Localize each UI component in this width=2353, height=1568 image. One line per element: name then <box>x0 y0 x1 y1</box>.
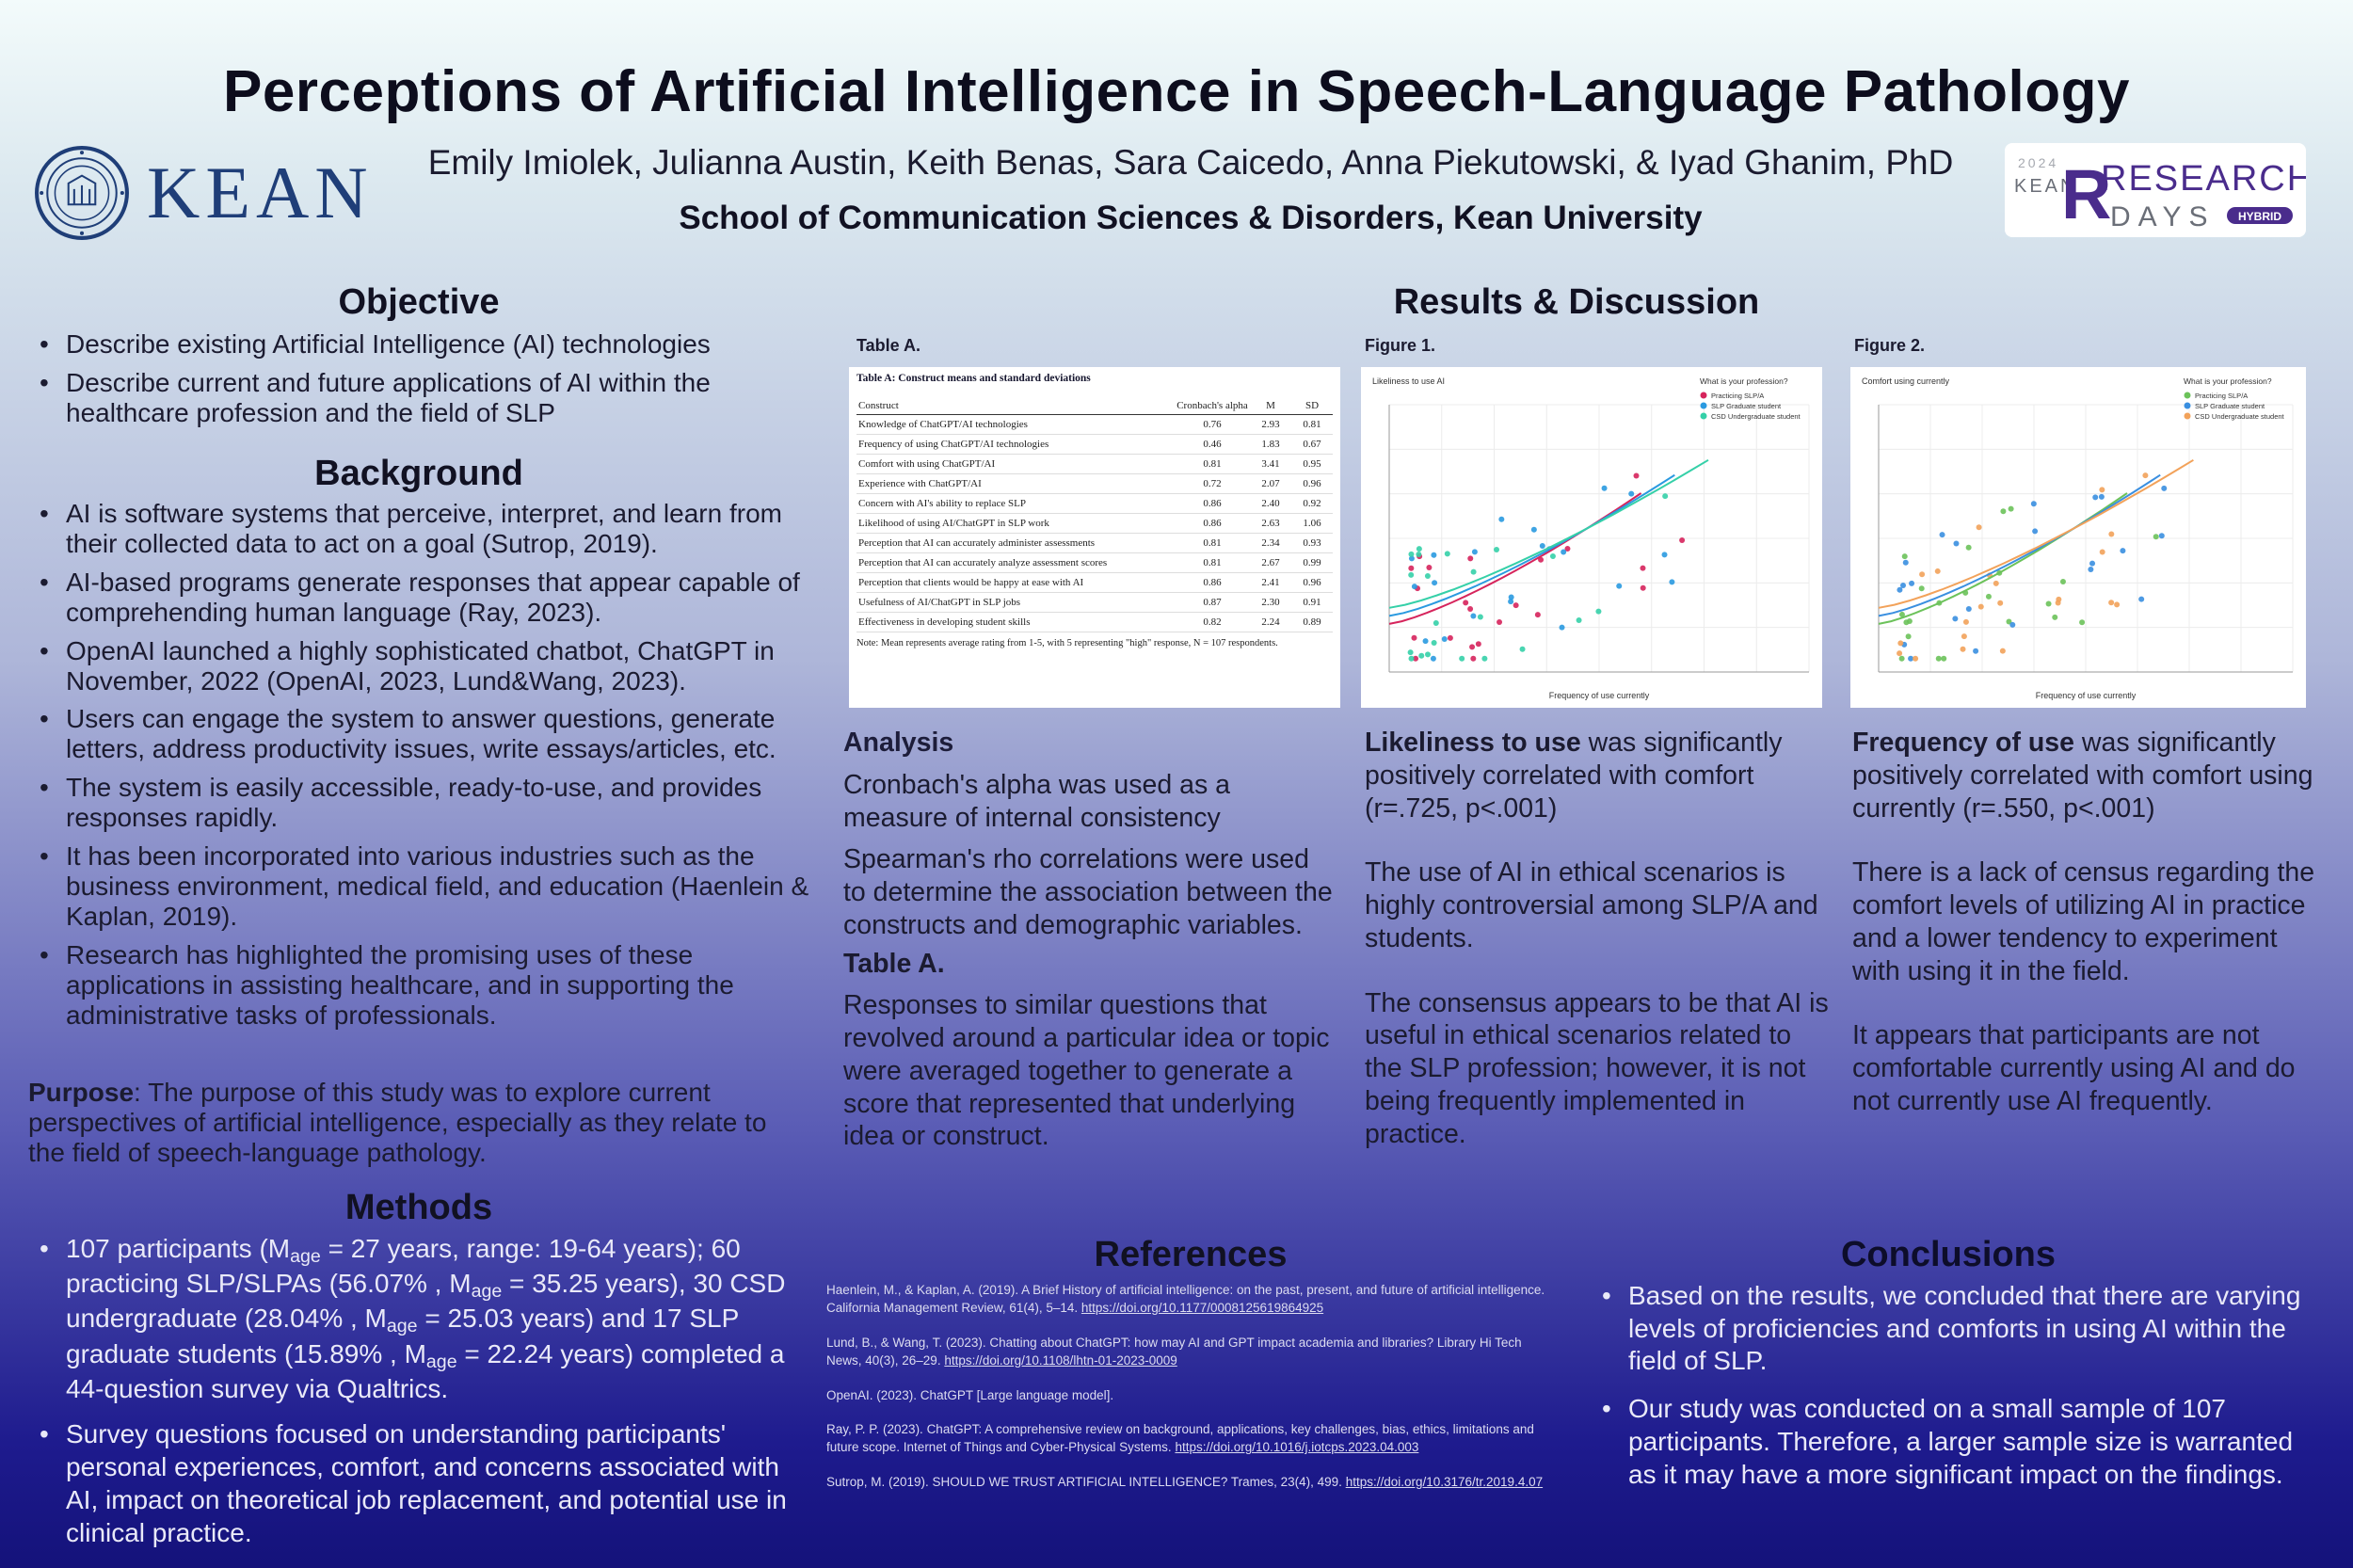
table-cell: 0.81 <box>1175 455 1250 474</box>
legend-entry: SLP Graduate student <box>2195 402 2265 410</box>
research-days-logo <box>2005 143 2306 237</box>
table-cell: Usefulness of AI/ChatGPT in SLP jobs <box>856 593 1175 613</box>
references-list <box>826 1282 1551 1509</box>
data-point <box>1961 633 1967 639</box>
data-point <box>1431 656 1436 662</box>
data-point <box>1433 620 1439 626</box>
data-point <box>1445 551 1450 556</box>
likeliness-bold: Likeliness to use <box>1365 728 1581 758</box>
table-cell: 0.82 <box>1175 613 1250 632</box>
legend-entry: Practicing SLP/A <box>2195 392 2249 400</box>
table-cell: 2.93 <box>1250 415 1291 435</box>
data-point <box>1986 594 1992 600</box>
methods-list <box>28 1233 809 1558</box>
figure-title: Comfort using currently <box>1862 376 1950 386</box>
reference-link[interactable]: https://doi.org/10.3176/tr.2019.4.07 <box>1345 1475 1544 1490</box>
data-point <box>1897 640 1903 646</box>
data-point <box>1417 546 1422 552</box>
data-point <box>2099 487 2105 492</box>
table-cell: 0.95 <box>1291 455 1333 474</box>
data-point <box>1469 644 1475 649</box>
legend-entry: SLP Graduate student <box>1711 402 1782 410</box>
table-header-row <box>856 397 1333 415</box>
data-point <box>1952 616 1958 621</box>
table-cell: 0.89 <box>1291 613 1333 632</box>
analysis-p2: Spearman's rho correlations were used to determine the association between the constructs and demographic variables. <box>843 844 1333 940</box>
frequency-p1: Frequency of use was significantly positively correlated with comfort using currently (r=.550, p<.001) <box>1852 728 2313 824</box>
background-item: • Research has highlighted the promising uses of these applications in assisting healthcare, and in supporting the administrative tasks of professionals. <box>28 940 809 1031</box>
table-row <box>856 573 1333 593</box>
data-point <box>1432 580 1437 585</box>
data-point <box>1940 532 1945 537</box>
data-point <box>1628 491 1634 497</box>
objective-item: • Describe current and future applications of AI within the healthcare profession and the field of SLP <box>28 368 809 428</box>
table-a-caption: Table A: Construct means and standard deviations <box>856 373 1091 384</box>
data-point <box>1472 549 1478 554</box>
legend-entry: CSD Undergraduate student <box>2195 412 2284 421</box>
purpose-text: : The purpose of this study was to explore current perspectives of artificial intelligence, especially as they relate to the field of speech-language pathology. <box>28 1078 767 1167</box>
data-point <box>1409 656 1415 662</box>
data-point <box>2108 531 2114 536</box>
authors: Emily Imiolek, Julianna Austin, Keith Benas, Sara Caicedo, Anna Piekutowski, & Iyad Ghanim, PhD <box>427 143 1954 182</box>
data-point <box>2046 601 2052 607</box>
background-item: • OpenAI launched a highly sophisticated chatbot, ChatGPT in November, 2022 (OpenAI, 2023, Lund&Wang, 2023). <box>28 636 809 696</box>
table-cell: 2.40 <box>1250 494 1291 514</box>
data-point <box>1463 600 1468 605</box>
rd-kean: KEAN <box>2014 176 2077 197</box>
legend-marker <box>2185 392 2191 399</box>
table-cell: 0.67 <box>1291 435 1333 455</box>
data-point <box>1476 641 1481 647</box>
methods-item: • 107 participants ($M_{age} = 27$ years, range: 19-64 years); 60 practicing SLP/SLPAs (56.07% , $M_{age} = 35.25$ years), 30 CSD undergraduate (28.04% , $M_{age} = 25.03$ years) and 17 SLP graduate students (15.89% , $M_{age} = 22.24$ years) completed a 44-question survey via Qualtrics. <box>28 1233 809 1405</box>
data-point <box>1416 552 1421 557</box>
data-point <box>1535 612 1541 617</box>
table-cell: 0.86 <box>1175 494 1250 514</box>
reference-item: Ray, P. P. (2023). ChatGPT: A comprehensive review on background, applications, key challenges, bias, ethics, limitations and future scope. Internet of Things and Cyber-Physical Systems. https://doi.org/10.1016/j.iotcps.2023.04.003 <box>826 1422 1534 1455</box>
table-cell: 0.92 <box>1291 494 1333 514</box>
data-point <box>1531 527 1537 533</box>
reference-item: Haenlein, M., & Kaplan, A. (2019). A Brief History of artificial intelligence: on the past, present, and future of artificial intelligence. California Management Review, 61(4), 5–14. https://doi.org/10.1177/0008125619864925 <box>826 1283 1545 1315</box>
conclusion-item: • Based on the results, we concluded that there are varying levels of proficiencies and comforts in using AI within the field of SLP. <box>1591 1280 2325 1378</box>
table-a <box>856 397 1333 632</box>
data-point <box>1431 552 1436 558</box>
figure-title: Likeliness to use AI <box>1372 376 1446 386</box>
frequency-column <box>1852 727 2323 1118</box>
table-cell: 3.41 <box>1250 455 1291 474</box>
data-point <box>1540 543 1545 549</box>
table-cell: Concern with AI's ability to replace SLP <box>856 494 1175 514</box>
analysis-column <box>843 727 1333 1153</box>
table-cell: 0.81 <box>1175 534 1250 553</box>
data-point <box>1423 638 1429 644</box>
data-point <box>1408 649 1414 655</box>
data-point <box>1432 640 1437 646</box>
data-point <box>1897 650 1902 656</box>
table-a-label: Table A. <box>856 336 921 355</box>
data-point <box>1408 566 1414 571</box>
data-point <box>2142 472 2148 478</box>
data-point <box>2056 600 2061 605</box>
table-cell: 0.86 <box>1175 514 1250 534</box>
data-point <box>2031 501 2037 506</box>
data-point <box>2159 533 2165 538</box>
figure-1-chart <box>1361 367 1822 708</box>
reference-item: Sutrop, M. (2019). SHOULD WE TRUST ARTIFICIAL INTELLIGENCE? Trames, 23(4), 499. https://doi.org/10.3176/tr.2019.4.07 <box>826 1475 1544 1490</box>
background-heading: Background <box>314 454 523 493</box>
data-point <box>1467 606 1473 612</box>
data-point <box>1426 565 1432 570</box>
table-cell: 0.72 <box>1175 474 1250 494</box>
rd-research: RESEARCH <box>2101 159 2306 199</box>
data-point <box>2060 579 2066 584</box>
table-row <box>856 613 1333 632</box>
analysis-heading: Analysis <box>843 728 954 758</box>
figure-1-panel <box>1361 367 1822 708</box>
data-point <box>1899 656 1905 662</box>
conclusion-item: • Our study was conducted on a small sample of 107 participants. Therefore, a larger sample size is warranted as it may have a more significant impact on the findings. <box>1591 1393 2325 1491</box>
data-point <box>1669 579 1674 584</box>
likeliness-p2: The use of AI in ethical scenarios is highly controversial among SLP/A and students. <box>1365 857 1818 953</box>
data-point <box>1978 604 1984 610</box>
table-row <box>856 435 1333 455</box>
figure-2-label: Figure 2. <box>1854 336 1926 355</box>
data-point <box>2089 561 2095 567</box>
table-cell: Experience with ChatGPT/AI <box>856 474 1175 494</box>
reference-link[interactable]: https://doi.org/10.1177/0008125619864925 <box>1080 1300 1324 1315</box>
data-point <box>1561 550 1566 555</box>
table-a-text: Responses to similar questions that revolved around a particular idea or topic were averaged together to generate a score that represented that underlying idea or construct. <box>843 990 1330 1152</box>
legend-marker <box>1701 403 1707 409</box>
data-point <box>1412 584 1417 589</box>
data-point <box>1641 585 1646 591</box>
likeliness-column <box>1365 727 1835 1150</box>
background-item: • AI is software systems that perceive, interpret, and learn from their collected data to act on a goal (Sutrop, 2019). <box>28 499 809 559</box>
data-point <box>1560 625 1565 631</box>
table-cell: 2.67 <box>1250 553 1291 573</box>
table-cell: 0.96 <box>1291 474 1333 494</box>
legend-marker <box>1701 413 1707 420</box>
rd-hybrid: HYBRID <box>2237 210 2282 223</box>
methods-heading: Methods <box>344 1188 493 1227</box>
data-point <box>1679 537 1685 543</box>
data-point <box>1459 656 1465 662</box>
data-point <box>1941 656 1946 662</box>
data-point <box>1640 566 1645 571</box>
reference-item: Lund, B., & Wang, T. (2023). Chatting about ChatGPT: how may AI and GPT impact academia and libraries? Library Hi Tech News, 40(3), 26–29. https://doi.org/10.1108/lhtn-01-2023-0009 <box>826 1335 1522 1368</box>
data-point <box>1993 581 1999 586</box>
data-point <box>1513 602 1519 608</box>
data-point <box>1616 584 1622 589</box>
data-point <box>1966 606 1972 612</box>
data-point <box>1953 541 1959 547</box>
data-point <box>1497 619 1502 625</box>
data-point <box>2088 567 2093 572</box>
data-point <box>2092 494 2098 500</box>
table-cell: Perception that AI can accurately administer assessments <box>856 534 1175 553</box>
data-point <box>1408 552 1414 557</box>
data-point <box>1481 656 1487 662</box>
table-a-heading: Table A. <box>843 948 945 979</box>
references-heading: References <box>1094 1235 1288 1274</box>
kean-seal-icon <box>34 145 130 241</box>
x-axis-label: Frequency of use currently <box>2035 691 2137 700</box>
data-point <box>1963 619 1969 625</box>
background-list <box>28 499 809 1039</box>
table-cell: 2.63 <box>1250 514 1291 534</box>
data-point <box>1902 553 1908 559</box>
analysis-p1: Cronbach's alpha was used as a measure of internal consistency <box>843 769 1231 833</box>
data-point <box>1494 547 1499 552</box>
data-point <box>2079 619 2085 625</box>
kean-wordmark: KEAN <box>147 152 374 233</box>
frequency-p3: It appears that participants are not comfortable currently using AI and do not currently use AI frequently. <box>1852 1020 2296 1116</box>
data-point <box>1448 635 1453 641</box>
table-cell: Effectiveness in developing student skills <box>856 613 1175 632</box>
table-a-note: Note: Mean represents average rating from 1-5, with 5 representing "high" response, N = 107 respondents. <box>856 638 1278 648</box>
data-point <box>1662 493 1668 499</box>
table-cell: 0.81 <box>1291 415 1333 435</box>
trend-line <box>1389 460 1708 608</box>
table-cell: 0.91 <box>1291 593 1333 613</box>
data-point <box>1977 524 1982 530</box>
reference-item: OpenAI. (2023). ChatGPT [Large language model]. <box>826 1387 1114 1402</box>
data-point <box>1966 545 1972 551</box>
data-point <box>2138 597 2144 602</box>
table-header-cell: M <box>1250 397 1291 415</box>
data-point <box>1936 656 1942 662</box>
data-point <box>1961 647 1966 652</box>
data-point <box>1470 614 1476 619</box>
conclusions-list <box>1591 1280 2325 1499</box>
table-header-cell: SD <box>1291 397 1333 415</box>
conclusions-heading: Conclusions <box>1840 1235 2057 1274</box>
table-cell: 0.76 <box>1175 415 1250 435</box>
data-point <box>1577 617 1582 623</box>
data-point <box>2153 534 2159 539</box>
table-cell: 2.30 <box>1250 593 1291 613</box>
table-cell: 0.87 <box>1175 593 1250 613</box>
legend-entry: Practicing SLP/A <box>1711 392 1765 400</box>
likeliness-p1: Likeliness to use was significantly positively correlated with comfort (r=.725, p<.001) <box>1365 728 1783 824</box>
data-point <box>1471 569 1477 575</box>
data-point <box>2000 648 2006 654</box>
table-row <box>856 474 1333 494</box>
data-point <box>2120 548 2125 553</box>
figure-2-chart <box>1850 367 2306 708</box>
results-heading: Results & Discussion <box>1393 282 1760 322</box>
data-point <box>1662 552 1668 557</box>
table-row <box>856 415 1333 435</box>
data-point <box>1903 619 1909 625</box>
table-cell: Comfort with using ChatGPT/AI <box>856 455 1175 474</box>
legend-title: What is your profession? <box>2184 376 2272 386</box>
table-cell: 2.24 <box>1250 613 1291 632</box>
data-point <box>1602 486 1608 491</box>
trend-line <box>1879 460 2193 608</box>
objective-list <box>28 329 809 437</box>
background-item: • AI-based programs generate responses that appear capable of comprehending human language (Ray, 2023). <box>28 568 809 628</box>
purpose-label: Purpose <box>28 1078 135 1107</box>
table-cell: 2.41 <box>1250 573 1291 593</box>
data-point <box>2032 528 2038 534</box>
table-row <box>856 534 1333 553</box>
rd-days: DAYS <box>2110 201 2216 232</box>
figure-1-label: Figure 1. <box>1365 336 1436 355</box>
figure-2-panel <box>1850 367 2306 708</box>
legend-marker <box>1701 392 1707 399</box>
data-point <box>1903 560 1909 566</box>
svg-text:R: R <box>2061 155 2112 233</box>
table-cell: 1.83 <box>1250 435 1291 455</box>
data-point <box>1634 473 1640 479</box>
table-row <box>856 553 1333 573</box>
data-point <box>1550 553 1556 559</box>
table-cell: Knowledge of ChatGPT/AI technologies <box>856 415 1175 435</box>
table-row <box>856 514 1333 534</box>
data-point <box>2114 601 2120 607</box>
data-point <box>1997 600 2003 606</box>
data-point <box>1411 635 1417 641</box>
data-point <box>1509 595 1514 600</box>
data-point <box>1900 583 1906 588</box>
data-point <box>2000 508 2006 514</box>
data-point <box>1909 581 1914 586</box>
table-a-panel <box>849 367 1340 708</box>
x-axis-label: Frequency of use currently <box>1548 691 1650 700</box>
data-point <box>2009 506 2014 512</box>
background-item: • It has been incorporated into various industries such as the business environment, medical field, and education (Haenlein & Kaplan, 2019). <box>28 841 809 932</box>
data-point <box>1498 517 1504 522</box>
trend-line <box>1879 475 2160 616</box>
frequency-p2: There is a lack of census regarding the comfort levels of utilizing AI in practice and a lower tendency to experiment with using it in the field. <box>1852 857 2315 986</box>
table-cell: 1.06 <box>1291 514 1333 534</box>
table-cell: Perception that AI can accurately analyze assessment scores <box>856 553 1175 573</box>
data-point <box>1913 656 1918 662</box>
data-point <box>1478 615 1483 620</box>
kean-logo <box>34 141 392 245</box>
table-cell: 0.81 <box>1175 553 1250 573</box>
data-point <box>1595 609 1601 615</box>
table-cell: 0.46 <box>1175 435 1250 455</box>
table-cell: Likelihood of using AI/ChatGPT in SLP work <box>856 514 1175 534</box>
table-cell: 0.86 <box>1175 573 1250 593</box>
table-cell: 0.93 <box>1291 534 1333 553</box>
objective-item: • Describe existing Artificial Intelligence (AI) technologies <box>28 329 809 360</box>
data-point <box>1425 573 1431 579</box>
data-point <box>2009 622 2015 628</box>
data-point <box>2100 550 2105 555</box>
data-point <box>1442 636 1448 642</box>
rd-year: 2024 <box>2018 155 2059 170</box>
data-point <box>1906 633 1912 639</box>
table-row <box>856 455 1333 474</box>
data-point <box>1418 653 1424 659</box>
frequency-bold: Frequency of use <box>1852 728 2074 758</box>
data-point <box>1897 587 1902 593</box>
legend-entry: CSD Undergraduate student <box>1711 412 1801 421</box>
table-cell: 2.34 <box>1250 534 1291 553</box>
data-point <box>1408 572 1414 578</box>
background-item: • The system is easily accessible, ready-to-use, and provides responses rapidly. <box>28 773 809 833</box>
data-point <box>1919 571 1925 577</box>
table-cell: Perception that clients would be happy at ease with AI <box>856 573 1175 593</box>
data-point <box>1919 585 1925 591</box>
reference-link[interactable]: https://doi.org/10.1016/j.iotcps.2023.04.003 <box>1175 1440 1419 1455</box>
legend-marker <box>2185 413 2191 420</box>
data-point <box>2108 600 2114 605</box>
table-header-cell: Cronbach's alpha <box>1175 397 1250 415</box>
data-point <box>1470 656 1476 662</box>
data-point <box>1935 568 1941 574</box>
table-cell: 0.96 <box>1291 573 1333 593</box>
data-point <box>2161 486 2167 491</box>
data-point <box>1467 555 1473 561</box>
background-item: • Users can engage the system to answer questions, generate letters, address productivity issues, write essays/articles, etc. <box>28 704 809 764</box>
table-row <box>856 593 1333 613</box>
table-cell: 0.99 <box>1291 553 1333 573</box>
data-point <box>2099 494 2105 500</box>
affiliation: School of Communication Sciences & Disorders, Kean University <box>679 200 1703 236</box>
table-row <box>856 494 1333 514</box>
data-point <box>1425 651 1431 657</box>
data-point <box>1973 648 1978 654</box>
legend-title: What is your profession? <box>1700 376 1788 386</box>
data-point <box>2052 615 2057 620</box>
likeliness-p3: The consensus appears to be that AI is useful in ethical scenarios related to the SLP profession; however, it is not being frequently implemented in practice. <box>1365 987 1829 1149</box>
objective-heading: Objective <box>338 282 500 322</box>
table-cell: Frequency of using ChatGPT/AI technologies <box>856 435 1175 455</box>
reference-link[interactable]: https://doi.org/10.1108/lhtn-01-2023-0009 <box>944 1352 1177 1368</box>
purpose-paragraph <box>28 1078 809 1168</box>
poster-title: Perceptions of Artificial Intelligence in Speech-Language Pathology <box>223 59 2130 124</box>
table-header-cell: Construct <box>856 397 1175 415</box>
data-point <box>1520 647 1526 652</box>
table-cell: 2.07 <box>1250 474 1291 494</box>
legend-marker <box>2185 403 2191 409</box>
methods-item: • Survey questions focused on understanding participants' personal experiences, comfort, and concerns associated with AI, impact on theoretical job replacement, and potential use in clinical practice. <box>28 1418 809 1549</box>
